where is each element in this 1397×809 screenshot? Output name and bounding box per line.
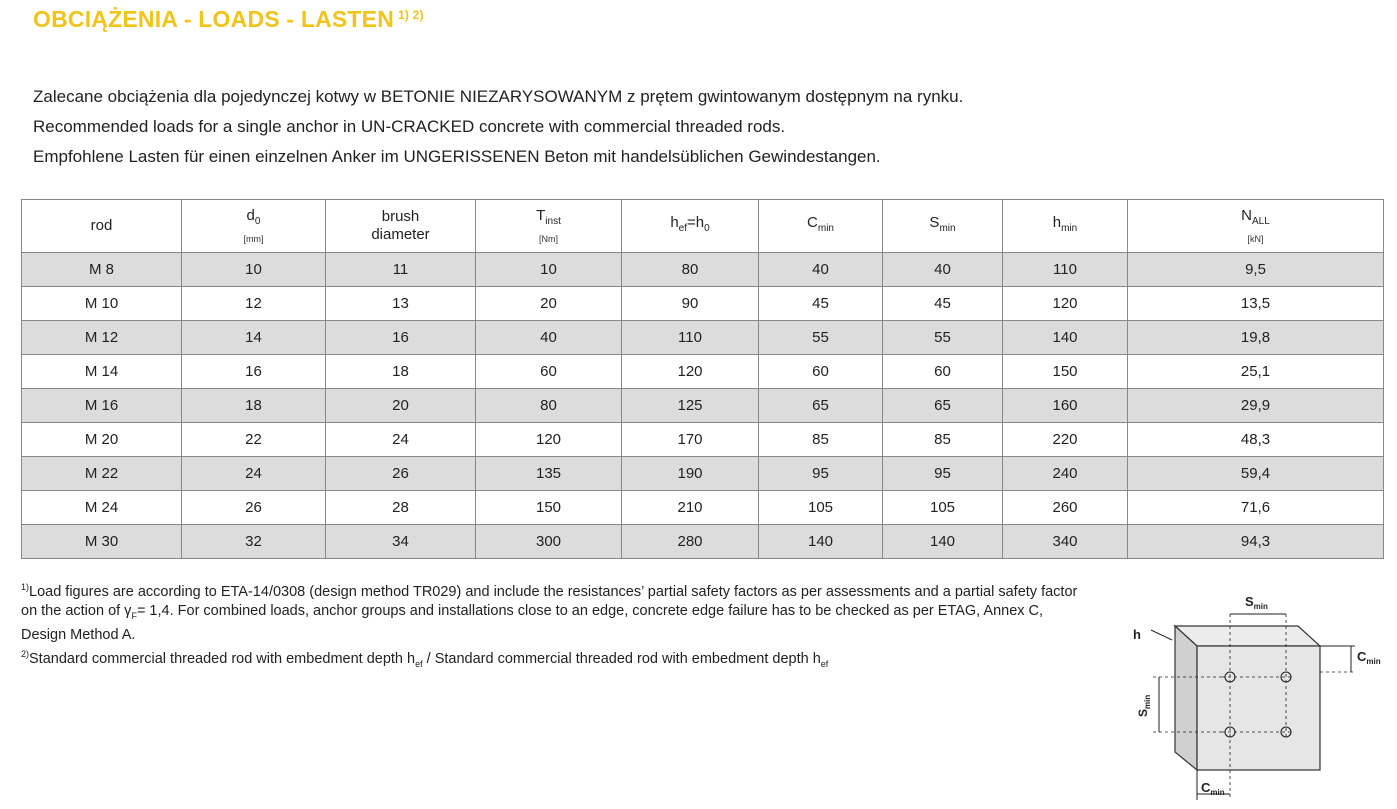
intro-polish: Zalecane obciążenia dla pojedynczej kotwy w BETONIE NIEZARYSOWANYM z prętem gwintowanym dostępnym na rynku. — [33, 87, 964, 106]
table-cell: 85 — [759, 423, 883, 457]
table-cell: 40 — [883, 253, 1003, 287]
table-cell: 45 — [883, 287, 1003, 321]
table-cell: 65 — [883, 389, 1003, 423]
intro-english: Recommended loads for a single anchor in UN-CRACKED concrete with commercial threaded rods. — [33, 117, 786, 136]
table-cell: 28 — [326, 491, 476, 525]
footnotes — [21, 578, 1081, 674]
label-h: h — [1133, 627, 1141, 642]
table-cell: M 12 — [22, 321, 182, 355]
table-cell: 26 — [326, 457, 476, 491]
table-cell: 260 — [1003, 491, 1128, 525]
table-row — [22, 253, 1384, 287]
table-cell: 135 — [476, 457, 622, 491]
table-cell: 16 — [326, 321, 476, 355]
table-cell: 10 — [476, 253, 622, 287]
label-smin-side: $S_{min}$ — [1136, 694, 1152, 717]
table-cell: 40 — [476, 321, 622, 355]
table-header-row — [22, 200, 1384, 253]
table-cell: 340 — [1003, 525, 1128, 559]
header-tinst: $T_{inst}$ [Nm] — [476, 200, 622, 253]
table-cell: 71,6 — [1128, 491, 1384, 525]
header-rod: rod — [22, 200, 182, 253]
table-cell: 59,4 — [1128, 457, 1384, 491]
table-cell: 110 — [1003, 253, 1128, 287]
header-nall: $N_{ALL}$ [kN] — [1128, 200, 1384, 253]
table-cell: M 16 — [22, 389, 182, 423]
table-row — [22, 287, 1384, 321]
table-row — [22, 355, 1384, 389]
table-cell: 120 — [622, 355, 759, 389]
table-cell: 11 — [326, 253, 476, 287]
table-cell: M 30 — [22, 525, 182, 559]
table-cell: 95 — [883, 457, 1003, 491]
table-cell: 55 — [759, 321, 883, 355]
table-cell: 95 — [759, 457, 883, 491]
table-cell: 60 — [476, 355, 622, 389]
table-cell: 150 — [1003, 355, 1128, 389]
table-cell: 210 — [622, 491, 759, 525]
block-front-face — [1197, 646, 1320, 770]
table-row — [22, 491, 1384, 525]
header-hef: $h_{ef}=h_0$ — [622, 200, 759, 253]
table-cell: 32 — [182, 525, 326, 559]
table-cell: 24 — [326, 423, 476, 457]
table-cell: 140 — [1003, 321, 1128, 355]
table-cell: 280 — [622, 525, 759, 559]
table-cell: 105 — [883, 491, 1003, 525]
table-cell: 22 — [182, 423, 326, 457]
table-cell: 140 — [883, 525, 1003, 559]
table-cell: M 8 — [22, 253, 182, 287]
table-cell: 120 — [1003, 287, 1128, 321]
table-row — [22, 389, 1384, 423]
table-cell: 85 — [883, 423, 1003, 457]
table-cell: 19,8 — [1128, 321, 1384, 355]
table-cell: 29,9 — [1128, 389, 1384, 423]
header-cmin: $C_{min}$ — [759, 200, 883, 253]
table-cell: 65 — [759, 389, 883, 423]
table-cell: 18 — [182, 389, 326, 423]
table-cell: 94,3 — [1128, 525, 1384, 559]
intro-text — [33, 82, 963, 172]
table-cell: 20 — [476, 287, 622, 321]
page-title — [33, 6, 424, 33]
footnote-1: $^{1)}$Load figures are according to ETA-14/0308 (design method TR029) and include the resistances’ partial safety factors as per assessments and a partial safety factor on the action of $\gamma_F= 1,4$. For combined loads, anchor groups and installations close to an edge, concrete edge failure has to be checked as per ETAG, Annex C, Design Method A. — [21, 582, 1078, 643]
table-cell: 60 — [883, 355, 1003, 389]
table-cell: 160 — [1003, 389, 1128, 423]
table-cell: 120 — [476, 423, 622, 457]
table-cell: 24 — [182, 457, 326, 491]
table-cell: 34 — [326, 525, 476, 559]
table-cell: 12 — [182, 287, 326, 321]
label-cmin-right: $C_{min}$ — [1357, 649, 1381, 666]
anchor-spacing-diagram — [1125, 592, 1390, 804]
table-cell: 80 — [476, 389, 622, 423]
table-cell: 55 — [883, 321, 1003, 355]
table-cell: 20 — [326, 389, 476, 423]
table-cell: M 10 — [22, 287, 182, 321]
table-cell: 150 — [476, 491, 622, 525]
block-top-face — [1175, 626, 1320, 646]
table-cell: 80 — [622, 253, 759, 287]
table-cell: 13,5 — [1128, 287, 1384, 321]
header-hmin: $h_{min}$ — [1003, 200, 1128, 253]
table-cell: 16 — [182, 355, 326, 389]
table-cell: 240 — [1003, 457, 1128, 491]
table-cell: 10 — [182, 253, 326, 287]
table-cell: M 24 — [22, 491, 182, 525]
footnote-2: $^{2)}$Standard commercial threaded rod with embedment depth $h_{ef}$ / Standard commercial threaded rod with embedment depth $h_{ef}$ — [21, 648, 829, 669]
table-cell: 45 — [759, 287, 883, 321]
table-cell: 60 — [759, 355, 883, 389]
table-cell: 90 — [622, 287, 759, 321]
table-row — [22, 525, 1384, 559]
title-footnote-marks: 1) 2) — [398, 8, 424, 22]
header-d0: $d_0$ [mm] — [182, 200, 326, 253]
table-cell: 300 — [476, 525, 622, 559]
table-cell: M 20 — [22, 423, 182, 457]
table-cell: 125 — [622, 389, 759, 423]
table-row — [22, 321, 1384, 355]
header-smin: $S_{min}$ — [883, 200, 1003, 253]
table-cell: M 14 — [22, 355, 182, 389]
table-cell: 9,5 — [1128, 253, 1384, 287]
loads-table — [21, 199, 1384, 559]
header-brush-diameter: brush diameter — [326, 200, 476, 253]
table-cell: 110 — [622, 321, 759, 355]
block-side-face — [1175, 626, 1197, 770]
table-cell: 48,3 — [1128, 423, 1384, 457]
table-cell: 26 — [182, 491, 326, 525]
table-cell: 105 — [759, 491, 883, 525]
table-cell: 18 — [326, 355, 476, 389]
label-cmin-bottom: $C_{min}$ — [1201, 780, 1225, 797]
page-title-text: OBCIĄŻENIA - LOADS - LASTEN — [33, 6, 395, 32]
table-row — [22, 457, 1384, 491]
table-row — [22, 423, 1384, 457]
table-cell: 25,1 — [1128, 355, 1384, 389]
table-cell: 14 — [182, 321, 326, 355]
table-cell: 13 — [326, 287, 476, 321]
table-cell: 40 — [759, 253, 883, 287]
table-cell: 140 — [759, 525, 883, 559]
table-cell: M 22 — [22, 457, 182, 491]
intro-german: Empfohlene Lasten für einen einzelnen Anker im UNGERISSENEN Beton mit handelsüblichen Gewindestangen. — [33, 147, 881, 166]
table-cell: 190 — [622, 457, 759, 491]
label-smin-top: $S_{min}$ — [1245, 594, 1268, 611]
table-cell: 220 — [1003, 423, 1128, 457]
table-cell: 170 — [622, 423, 759, 457]
